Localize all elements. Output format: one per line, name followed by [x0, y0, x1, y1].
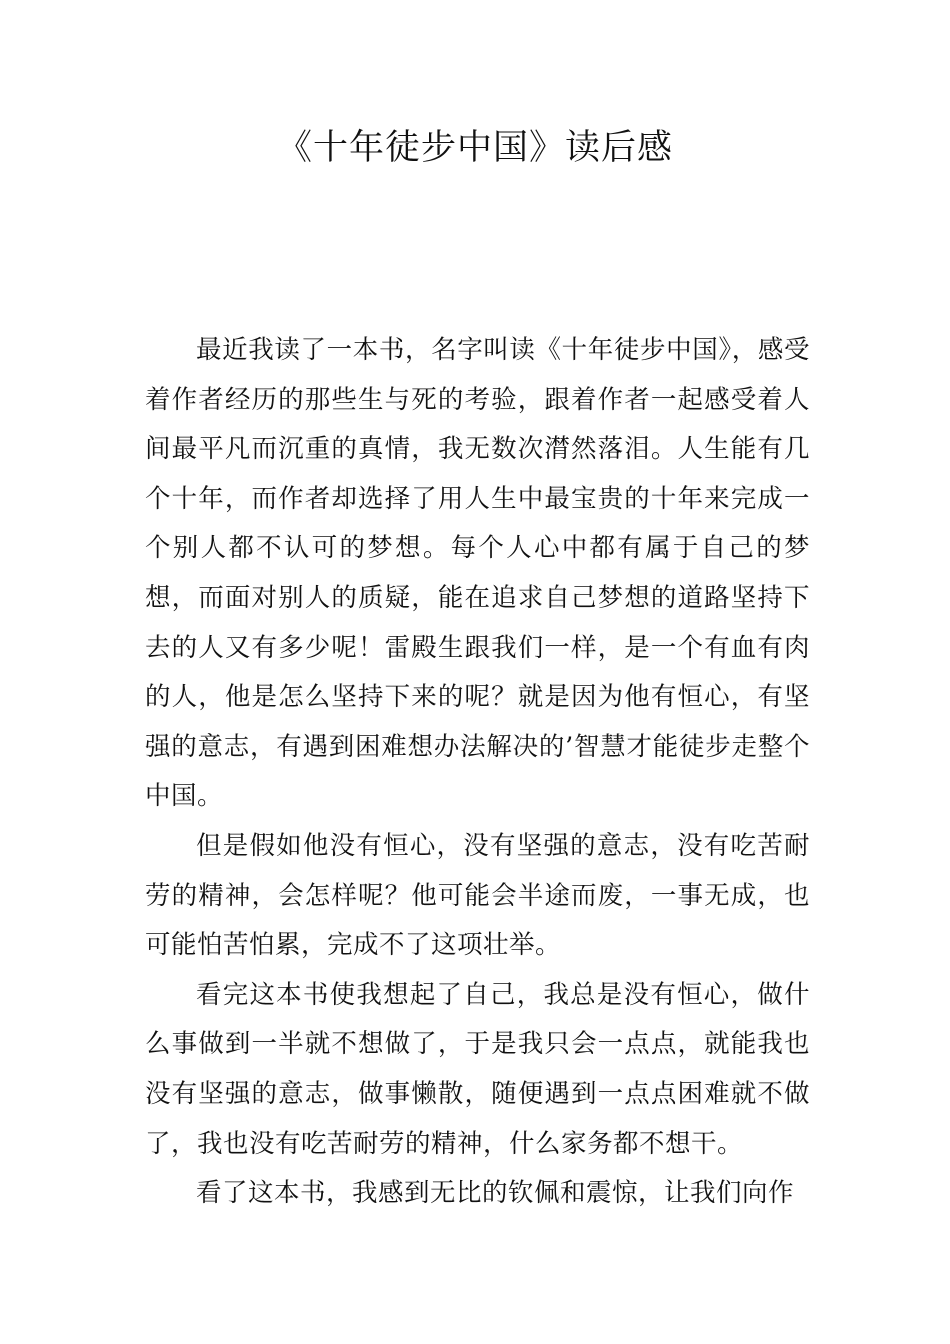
- paragraph: 看了这本书，我感到无比的钦佩和震惊，让我们向作: [196, 1178, 795, 1209]
- paragraph: 最近我读了一本书，名字叫读《十年徒步中国》，感受着作者经历的那些生与死的考验，跟着作者一起感受着人间最平凡而沉重的真情，我无数次潸然落泪。人生能有几个十年，而作者却选择了用人生中最宝贵的十年来完成一个别人都不认可的梦想。每个人心中都有属于自己的梦想，而面对别人的质疑，能在追求自己梦想的道路坚持下去的人又有多少呢！雷殿生跟我们一样，是一个有血有肉的人，他是怎么坚持下来的呢？就是因为他有恒心，有坚强的意志，有遇到困难想办法解决的’智慧才能徒步走整个中国。: [145, 335, 810, 812]
- paragraph: 但是假如他没有恒心，没有坚强的意志，没有吃苦耐劳的精神，会怎样呢？他可能会半途而废，一事无成，也可能怕苦怕累，完成不了这项壮举。: [145, 830, 810, 961]
- paragraph: 看完这本书使我想起了自己，我总是没有恒心，做什么事做到一半就不想做了，于是我只会一点点，就能我也没有坚强的意志，做事懒散，随便遇到一点点困难就不做了，我也没有吃苦耐劳的精神，什么家务都不想干。: [145, 979, 810, 1159]
- document-body: [145, 326, 810, 1219]
- document-title: 《十年徒步中国》读后感: [276, 128, 673, 168]
